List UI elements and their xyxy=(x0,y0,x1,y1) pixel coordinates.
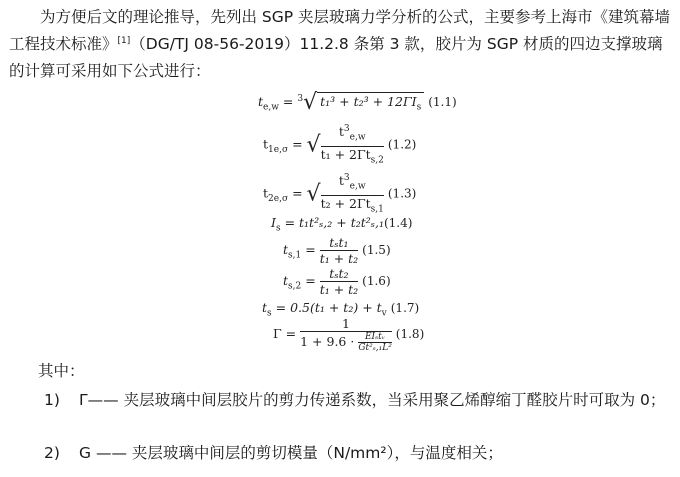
fraction-denominator: t₁ + 2Γt xyxy=(320,146,371,162)
formula-lhs-sub: s xyxy=(267,308,272,319)
list-item xyxy=(44,387,674,447)
formula-tag: (1.1) xyxy=(428,95,457,109)
intro-paragraph xyxy=(9,4,673,85)
formula-tag: (1.3) xyxy=(387,186,417,201)
formula-tag: (1.5) xyxy=(362,243,391,257)
formula-fraction xyxy=(300,316,392,353)
formula-lhs: t xyxy=(263,136,269,152)
formula-fraction xyxy=(320,235,359,266)
formula-lhs: Γ xyxy=(273,326,282,341)
list-item-text: Γ—— 夹层玻璃中间层胶片的剪力传递系数，当采用聚乙烯醇缩丁醛胶片时可取为 0； xyxy=(79,391,666,409)
inner-denominator: Gt²ₛ,₁L² xyxy=(358,343,392,353)
fraction-denominator: t₁ + t₂ xyxy=(319,251,359,266)
intro-text-a: 为方便后文的理论推导，先列出 SGP 夹层玻璃力学分析的公式，主要参考上海市《建筑幕墙工程技术标准》 xyxy=(9,8,671,53)
formula-lhs: t xyxy=(258,94,264,109)
formula-lhs-sub: s,2 xyxy=(288,281,302,292)
formula-tag: (1.2) xyxy=(387,137,417,152)
formula-lhs-sub: 1e,σ xyxy=(268,145,289,156)
formula-tag: (1.7) xyxy=(390,301,420,315)
fraction-numerator: t xyxy=(338,173,344,189)
fraction-numerator-sup: 3 xyxy=(343,124,350,134)
formula-tag: (1.8) xyxy=(395,327,425,341)
formula-1-2: $t_{1e,\sigma}$ = √ $\frac{t^3_{e,w}}{t_1 + 2\Gamma t_{s,2}}$ (1.2) xyxy=(263,122,416,168)
formula-lhs: t xyxy=(262,300,268,315)
formula-lhs: t xyxy=(283,242,289,257)
fraction-denominator: t₂ + 2Γt xyxy=(320,195,371,211)
list-item-text: G —— 夹层玻璃中间层的剪切模量（N/mm²），与温度相关； xyxy=(79,444,503,462)
fraction-numerator: t xyxy=(338,124,344,140)
fraction-denominator-sub: s,1 xyxy=(370,204,384,215)
fraction-numerator-sub: e,w xyxy=(349,132,366,143)
fraction-numerator-sup: 3 xyxy=(343,173,350,183)
formula-lhs: I xyxy=(271,215,276,230)
formula-1-6: $t_{s,2}$ = $\frac{\text{tₛt₂}}{\text{t₁ + t₂}}$ (1.6) xyxy=(283,266,391,297)
formula-fraction xyxy=(321,171,384,217)
formula-fraction xyxy=(320,266,359,297)
reference-mark[interactable]: [1] xyxy=(117,35,131,46)
fraction-numerator: tₛt₁ xyxy=(320,235,359,251)
formula-lhs: t xyxy=(263,185,269,201)
root-index: 3 xyxy=(297,93,304,104)
fraction-numerator: 1 xyxy=(300,316,392,332)
formula-1-5: $t_{s,1}$ = $\frac{\text{tₛt₁}}{\text{t₁ + t₂}}$ (1.5) xyxy=(283,235,391,266)
formula-lhs-sub: s,1 xyxy=(288,250,302,261)
formula-lhs-sub: 2e,σ xyxy=(268,194,289,205)
formula-rhs-sub: v xyxy=(381,308,387,319)
formula-body-sub: s xyxy=(416,102,422,113)
where-label: 其中： xyxy=(38,362,85,380)
formula-lhs: t xyxy=(283,273,289,288)
formula-1-4: $I_s = t_1t^2_s,_2 + t_2t^2_s,_1(1.4)$ xyxy=(271,215,413,234)
formula-rhs: 0.5(t₁ + t₂) + t xyxy=(290,300,382,315)
inner-numerator: EIₛtᵥ xyxy=(358,332,392,343)
formula-lhs-sub: e,w xyxy=(263,102,279,113)
formula-lhs-sub: s xyxy=(275,223,281,234)
formula-tag: (1.6) xyxy=(362,274,391,288)
inner-fraction xyxy=(358,332,392,353)
list-item-number: 1) xyxy=(44,391,60,409)
formula-1-7: $t_s = 0.5(t_1 + t_2) + t_v$ (1.7) xyxy=(262,300,420,319)
formula-body: t₁³ + t₂³ + 12ΓI xyxy=(320,94,417,109)
list-item-number: 2) xyxy=(44,444,60,462)
fraction-numerator: tₛt₂ xyxy=(320,266,359,282)
formula-rhs: t₁t²ₛ,₂ + t₂t²ₛ,₁ xyxy=(299,215,384,230)
fraction-denominator: t₁ + t₂ xyxy=(319,282,359,297)
formula-1-8: Γ = 1 1 + 9.6 · $\frac{\text{EIₛtᵥ}}{\text{Gt²ₛ,₁L²}}$ (1.8) xyxy=(273,316,425,353)
fraction-denominator-sub: s,2 xyxy=(370,155,384,166)
fraction-numerator-sub: e,w xyxy=(349,181,366,192)
list-item xyxy=(44,440,674,470)
formula-1-1: $t_{e,w} = ^3√$ $t_1^3 + t_2^3 + 12\Gamma I_s$ (1.1) xyxy=(258,90,457,115)
formula-1-3: $t_{2e,\sigma}$ = √ $\frac{t^3_{e,w}}{t_2 + 2\Gamma t_{s,1}}$ (1.3) xyxy=(263,171,416,217)
intro-text-b: （DG/TJ 08-56-2019）11.2.8 条第 3 款，胶片为 SGP 材质的四边支撑玻璃的计算可采用如下公式进行： xyxy=(9,35,663,80)
formula-tag: (1.4) xyxy=(383,216,413,230)
formula-fraction xyxy=(321,122,384,168)
fraction-denominator: 1 + 9.6 · xyxy=(300,334,355,349)
